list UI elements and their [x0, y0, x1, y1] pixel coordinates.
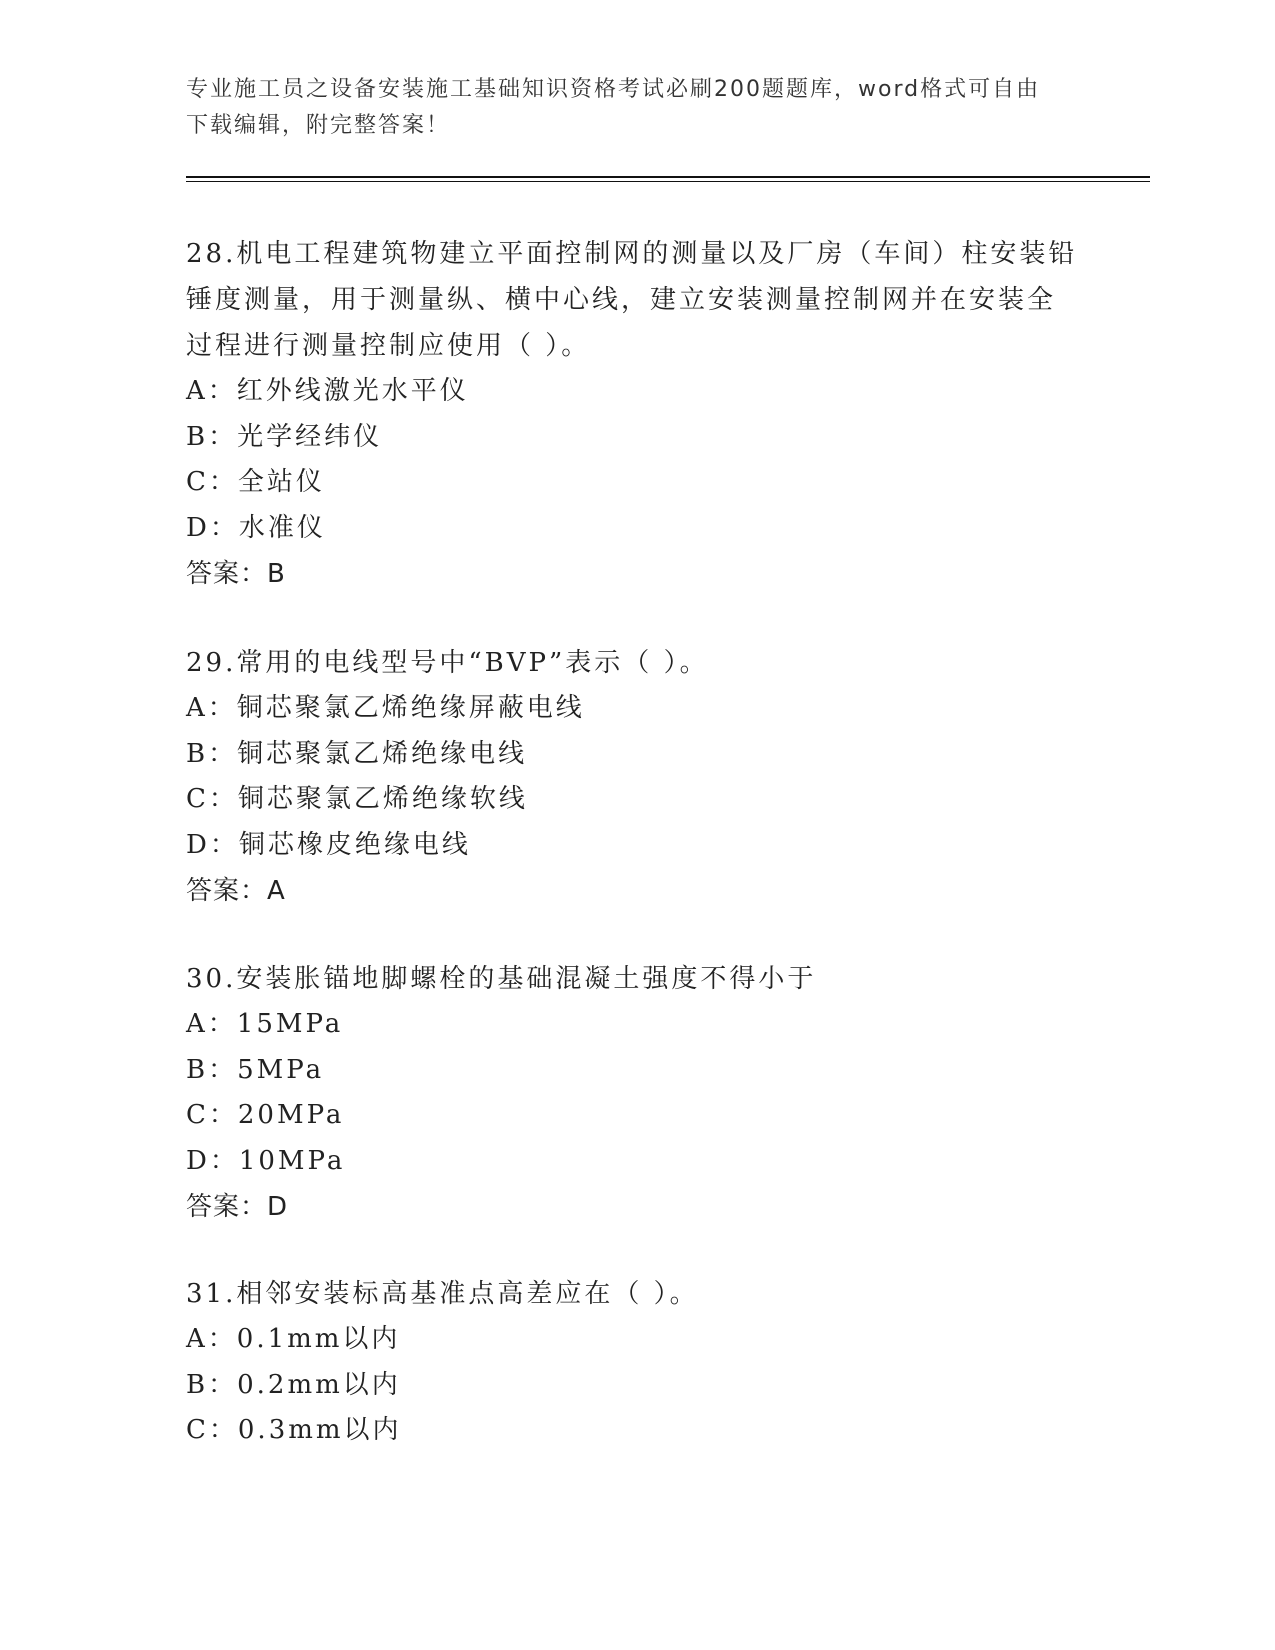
question-stem-line: 29.常用的电线型号中“BVP”表示（ ）。 [186, 648, 709, 678]
answer-line: 答案：D [186, 1192, 289, 1222]
option-c: C：0.3mm以内 [186, 1415, 402, 1445]
question-29 [186, 640, 1086, 914]
answer-line: 答案：A [186, 876, 286, 906]
option-c: C：铜芯聚氯乙烯绝缘软线 [186, 784, 528, 814]
option-b: B：0.2mm以内 [186, 1369, 401, 1400]
option-b: B：铜芯聚氯乙烯绝缘电线 [186, 738, 528, 769]
option-d: D：水准仪 [186, 512, 326, 543]
header-divider [186, 176, 1150, 178]
option-a: A：铜芯聚氯乙烯绝缘屏蔽电线 [186, 693, 585, 723]
header-line-1: 专业施工员之设备安装施工基础知识资格考试必刷200题题库，word格式可自由 [186, 77, 1041, 102]
option-c: C：全站仪 [186, 467, 325, 497]
question-stem-line: 过程进行测量控制应使用（ ）。 [186, 331, 591, 361]
option-a: A：0.1mm以内 [186, 1324, 401, 1354]
question-stem-line: 锤度测量，用于测量纵、横中心线，建立安装测量控制网并在安装全 [186, 285, 1057, 315]
question-stem-line: 30.安装胀锚地脚螺栓的基础混凝土强度不得小于 [186, 964, 817, 994]
option-c: C：20MPa [186, 1100, 345, 1130]
option-a: A：红外线激光水平仪 [186, 376, 469, 406]
question-31 [186, 1271, 1086, 1454]
option-a: A：15MPa [186, 1009, 344, 1039]
header-line-2: 下载编辑，附完整答案！ [186, 113, 451, 138]
header-divider-thin [186, 181, 1150, 182]
option-d: D：10MPa [186, 1145, 346, 1176]
option-b: B：光学经纬仪 [186, 421, 383, 452]
option-b: B：5MPa [186, 1054, 325, 1085]
option-d: D：铜芯橡皮绝缘电线 [186, 829, 471, 860]
question-28 [186, 231, 1086, 597]
document-header [186, 72, 1066, 144]
question-stem-line: 31.相邻安装标高基准点高差应在（ ）。 [186, 1279, 699, 1309]
answer-line: 答案：B [186, 559, 286, 589]
question-30 [186, 956, 1086, 1230]
question-stem-line: 28.机电工程建筑物建立平面控制网的测量以及厂房（车间）柱安装铅 [186, 239, 1078, 269]
